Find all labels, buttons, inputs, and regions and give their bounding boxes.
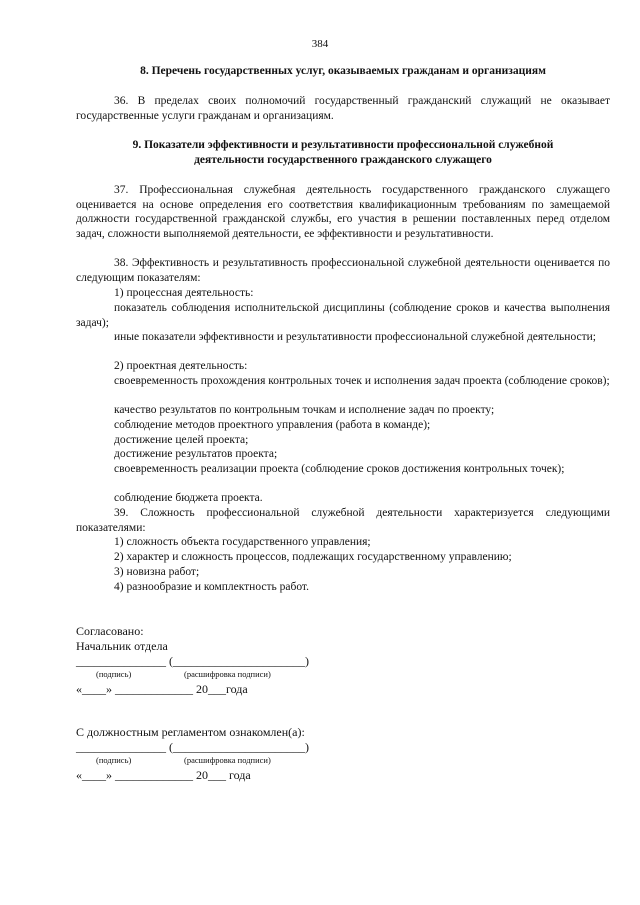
complexity-item-3: 3) новизна работ; <box>114 566 200 578</box>
list-item-budget: соблюдение бюджета проекта. <box>114 492 263 504</box>
section-8-heading: 8. Перечень государственных услуг, оказываемых гражданам и организациям <box>140 65 546 77</box>
page-number: 384 <box>311 38 329 50</box>
list-item-goals: достижение целей проекта; <box>114 434 249 446</box>
approval-date-line: «____» _____________ 20___года <box>76 682 248 696</box>
acquaintance-signature-caption: (подпись) <box>96 755 132 765</box>
complexity-item-2: 2) характер и сложность процессов, подлежащих государственному управлению; <box>114 551 512 563</box>
list-item-timeliness: своевременность реализации проекта (соблюдение сроков достижения контрольных точек); <box>114 463 565 475</box>
list-item-project: 2) проектная деятельность: <box>114 360 248 372</box>
paragraph-39: 39. Сложность профессиональной служебной деятельности характеризуется следующими показателями: <box>76 507 610 534</box>
head-of-department-label: Начальник отдела <box>76 639 168 653</box>
approval-decode-caption: (расшифровка подписи) <box>184 669 271 679</box>
paragraph-38: 38. Эффективность и результативность профессиональной служебной деятельности оценивается по следующим показателям: <box>76 257 610 284</box>
section-9-heading-line-2: деятельности государственного гражданского служащего <box>194 154 492 166</box>
acquaintance-date-line: «____» _____________ 20___ года <box>76 768 251 782</box>
list-item-results: достижение результатов проекта; <box>114 448 278 460</box>
list-item-discipline: показатель соблюдения исполнительской дисциплины (соблюдение сроков и качества выполнения задач); <box>76 302 610 329</box>
paragraph-37: 37. Профессиональная служебная деятельность государственного гражданского служащего оценивается на основе определения его соответствия квалификационным требованиям по замещаемой должности государственной гражданской службы, его участия в решении поставленных перед отделом задач, сложности выполняемой деятельности, ее эффективности и результативности. <box>76 184 610 241</box>
agreed-label: Согласовано: <box>76 624 144 638</box>
complexity-item-4: 4) разнообразие и комплектность работ. <box>114 581 309 593</box>
list-item-control-points: своевременность прохождения контрольных точек и исполнения задач проекта (соблюдение сроков); <box>114 375 610 387</box>
list-item-process: 1) процессная деятельность: <box>114 287 254 299</box>
approval-signature-caption: (подпись) <box>96 669 132 679</box>
list-item-quality: качество результатов по контрольным точкам и исполнение задач по проекту; <box>114 404 495 416</box>
acquaintance-title: С должностным регламентом ознакомлен(а): <box>76 725 305 739</box>
section-9-heading-line-1: 9. Показатели эффективности и результативности профессиональной служебной <box>132 139 554 151</box>
list-item-other-indicators: иные показатели эффективности и результативности профессиональной служебной деятельности; <box>114 331 596 343</box>
acquaintance-decode-caption: (расшифровка подписи) <box>184 755 271 765</box>
paragraph-36: 36. В пределах своих полномочий государственный гражданский служащий не оказывает государственные услуги гражданам и организациям. <box>76 95 610 122</box>
list-item-methods: соблюдение методов проектного управления (работа в команде); <box>114 419 431 431</box>
complexity-item-1: 1) сложность объекта государственного управления; <box>114 536 371 548</box>
approval-signature-line: _______________ (______________________) <box>76 654 309 668</box>
acquaintance-signature-line: _______________ (______________________) <box>76 740 309 754</box>
